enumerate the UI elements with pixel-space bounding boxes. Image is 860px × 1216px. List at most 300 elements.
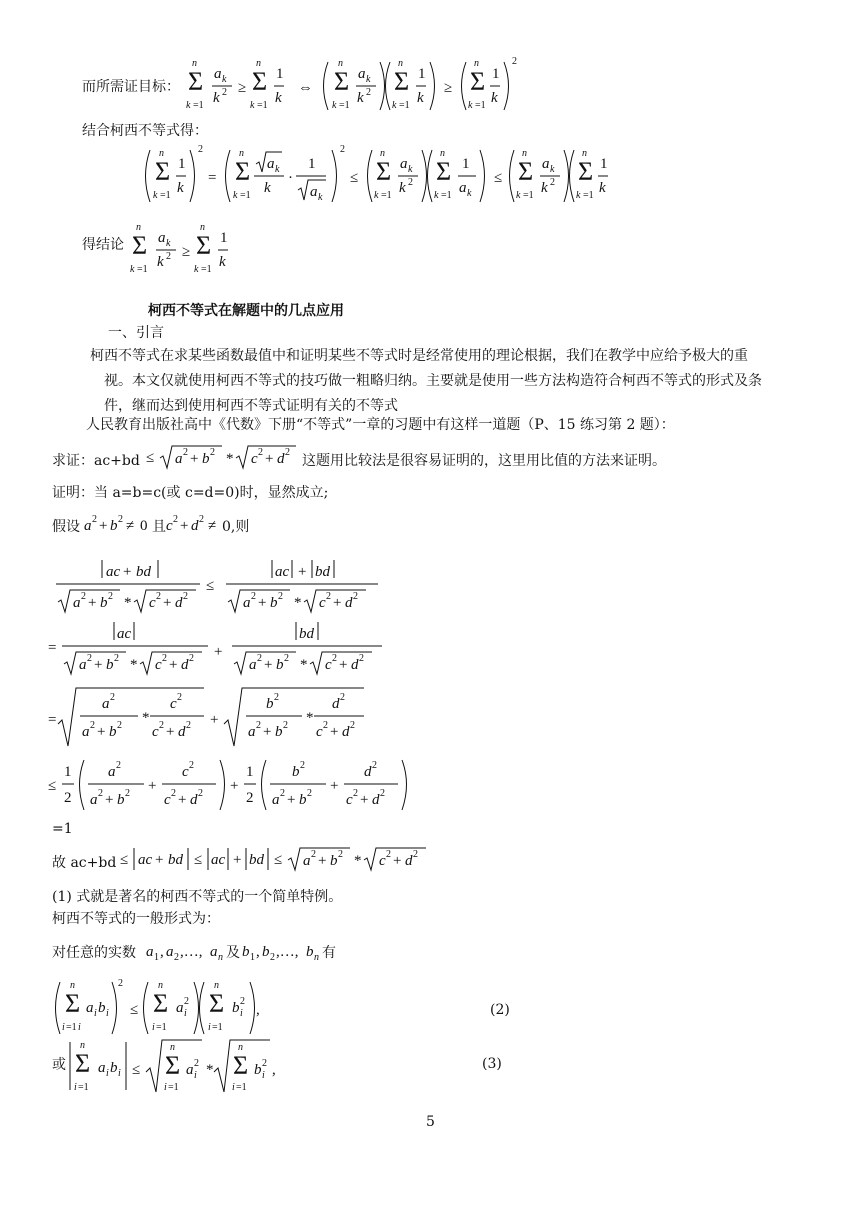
svg-text:+: + <box>339 657 348 673</box>
section-title: 柯西不等式在解题中的几点应用 <box>148 303 344 319</box>
svg-text:1: 1 <box>418 66 426 82</box>
svg-text:+: + <box>265 451 274 467</box>
assume-mid: 且 <box>152 519 166 535</box>
equation-2-label: (2) <box>490 1002 510 1018</box>
svg-text:n: n <box>70 980 75 991</box>
svg-text:k: k <box>550 164 555 175</box>
svg-text:b: b <box>275 724 283 740</box>
svg-text:≤: ≤ <box>120 852 129 868</box>
svg-text:b: b <box>262 944 270 960</box>
svg-text:=1: =1 <box>441 190 452 201</box>
svg-text:d: d <box>181 657 189 673</box>
claim-formula <box>146 442 306 476</box>
svg-text:1: 1 <box>178 156 186 172</box>
svg-text:2: 2 <box>353 591 358 602</box>
svg-text:2: 2 <box>184 996 189 1007</box>
svg-text:b: b <box>117 792 125 808</box>
svg-text:=1: =1 <box>339 100 350 111</box>
svg-text:2: 2 <box>307 788 312 799</box>
svg-text:2: 2 <box>251 591 256 602</box>
svg-text:k: k <box>399 180 406 196</box>
svg-text:2: 2 <box>108 591 113 602</box>
svg-text:a: a <box>267 156 275 172</box>
svg-text:a: a <box>542 156 550 172</box>
svg-text:2: 2 <box>258 447 263 458</box>
svg-text:2: 2 <box>118 978 123 989</box>
svg-text:2: 2 <box>159 720 164 731</box>
svg-text:,: , <box>272 1062 276 1078</box>
svg-text:2: 2 <box>270 952 275 963</box>
svg-text:a: a <box>84 518 92 534</box>
svg-text:2: 2 <box>246 790 254 806</box>
goal-label: 而所需证目标： <box>82 79 180 95</box>
svg-text:k: k <box>468 100 473 111</box>
svg-text:k: k <box>157 254 164 270</box>
svg-text:c: c <box>149 595 156 611</box>
intro-line-1: 柯西不等式在求某些函数最值中和证明某些不等式时是经常使用的理论根据，我们在教学中应给予极大的重 <box>90 348 748 364</box>
svg-text:+: + <box>166 724 175 740</box>
svg-text:d: d <box>190 792 198 808</box>
svg-text:i: i <box>78 1022 81 1033</box>
svg-text:a: a <box>146 944 154 960</box>
svg-text:2: 2 <box>117 720 122 731</box>
svg-text:b: b <box>110 1060 118 1076</box>
svg-text:c: c <box>251 451 258 467</box>
svg-text:≤: ≤ <box>206 578 215 594</box>
svg-text:n: n <box>314 952 319 963</box>
svg-text:2: 2 <box>338 849 343 860</box>
svg-text:1: 1 <box>492 66 500 82</box>
svg-text:=1: =1 <box>399 100 410 111</box>
svg-text:≠: ≠ <box>126 518 135 534</box>
svg-text:1: 1 <box>462 156 470 172</box>
conclusion-label: 得结论 <box>82 237 124 253</box>
svg-text:k: k <box>491 90 498 106</box>
svg-text:2: 2 <box>274 692 279 703</box>
svg-text:i: i <box>232 1082 235 1093</box>
svg-text:2: 2 <box>372 760 377 771</box>
svg-text:2: 2 <box>110 692 115 703</box>
svg-text:=1: =1 <box>156 1022 167 1033</box>
svg-text:0: 0 <box>140 518 148 534</box>
svg-text:Σ: Σ <box>578 157 594 186</box>
svg-text:+: + <box>169 657 178 673</box>
svg-text:2: 2 <box>285 447 290 458</box>
general-form-line: 柯西不等式的一般形式为： <box>52 911 220 927</box>
any-real-mid: 及 <box>226 945 240 961</box>
svg-text:k: k <box>153 190 158 201</box>
svg-text:+: + <box>94 657 103 673</box>
svg-text:k: k <box>576 190 581 201</box>
svg-text:+: + <box>393 853 402 869</box>
svg-text:2: 2 <box>512 56 517 67</box>
svg-text:=1: =1 <box>475 100 486 111</box>
svg-text:·: · <box>288 170 293 186</box>
svg-text:n: n <box>200 222 205 233</box>
svg-text:bd: bd <box>299 626 314 642</box>
svg-text:b: b <box>110 518 118 534</box>
equation-3-label: (3) <box>482 1056 502 1072</box>
svg-text:k: k <box>467 188 472 199</box>
svg-text:n: n <box>80 1040 85 1051</box>
svg-text:+: + <box>263 724 272 740</box>
svg-text:Σ: Σ <box>233 1051 249 1080</box>
svg-text:2: 2 <box>413 849 418 860</box>
svg-text:n: n <box>522 148 527 159</box>
svg-text:1: 1 <box>64 764 72 780</box>
svg-text:d: d <box>175 595 183 611</box>
svg-text:c: c <box>379 853 386 869</box>
svg-text:i: i <box>152 1022 155 1033</box>
svg-text:=1: =1 <box>66 1022 77 1033</box>
svg-text:*: * <box>130 657 138 673</box>
svg-text:a: a <box>90 792 98 808</box>
svg-text:+: + <box>233 852 242 868</box>
svg-text:2: 2 <box>171 788 176 799</box>
svg-text:≥: ≥ <box>238 80 247 96</box>
svg-text:c: c <box>170 696 177 712</box>
svg-text:+: + <box>97 724 106 740</box>
svg-text:+: + <box>123 564 132 580</box>
svg-text:i: i <box>74 1082 77 1093</box>
svg-text:⇔: ⇔ <box>298 80 313 96</box>
svg-text:=1: =1 <box>212 1022 223 1033</box>
svg-text:2: 2 <box>280 788 285 799</box>
svg-text:+: + <box>360 792 369 808</box>
svg-text:Σ: Σ <box>334 67 350 96</box>
svg-text:b: b <box>98 1000 106 1016</box>
svg-text:2: 2 <box>210 447 215 458</box>
svg-text:i: i <box>184 1008 187 1019</box>
section-subtitle: 一、引言 <box>108 325 164 341</box>
assume-formula-1 <box>82 510 162 540</box>
svg-text:≤: ≤ <box>274 852 283 868</box>
svg-text:k: k <box>213 90 220 106</box>
therefore-prefix: 故 ac+bd <box>52 855 117 871</box>
svg-text:=: = <box>48 640 57 656</box>
svg-text:*: * <box>294 595 302 611</box>
goal-formula <box>186 50 516 116</box>
svg-text:2: 2 <box>359 653 364 664</box>
svg-text:2: 2 <box>156 591 161 602</box>
svg-text:2: 2 <box>174 952 179 963</box>
svg-text:d: d <box>405 853 413 869</box>
svg-text:a: a <box>186 1062 194 1078</box>
svg-text:k: k <box>417 90 424 106</box>
svg-text:i: i <box>106 1068 109 1079</box>
svg-text:2: 2 <box>92 514 97 525</box>
svg-text:b: b <box>202 451 210 467</box>
svg-text:=1: =1 <box>257 100 268 111</box>
svg-text:k: k <box>408 164 413 175</box>
svg-text:d: d <box>332 696 340 712</box>
svg-text:=1: =1 <box>137 264 148 275</box>
svg-text:ac: ac <box>117 626 132 642</box>
svg-text:n: n <box>159 148 164 159</box>
svg-text:b: b <box>100 595 108 611</box>
svg-text:2: 2 <box>350 720 355 731</box>
svg-text:2: 2 <box>311 849 316 860</box>
svg-text:a: a <box>272 792 280 808</box>
svg-text:2: 2 <box>332 653 337 664</box>
therefore-formula <box>120 844 440 878</box>
svg-text:2: 2 <box>173 514 178 525</box>
svg-text:i: i <box>94 1008 97 1019</box>
svg-text:a: a <box>108 764 116 780</box>
svg-text:a: a <box>214 66 222 82</box>
svg-text:i: i <box>240 1008 243 1019</box>
svg-text:1: 1 <box>308 156 316 172</box>
svg-text:k: k <box>366 74 371 85</box>
cauchy-chain-formula <box>142 144 608 212</box>
svg-text:Σ: Σ <box>132 231 148 260</box>
svg-text:a: a <box>303 853 311 869</box>
svg-text:c: c <box>316 724 323 740</box>
svg-text:1: 1 <box>600 156 608 172</box>
svg-text:c: c <box>346 792 353 808</box>
svg-text:1: 1 <box>276 66 284 82</box>
svg-text:≤: ≤ <box>132 1062 141 1078</box>
svg-text:+: + <box>210 712 219 728</box>
svg-text:k: k <box>166 238 171 249</box>
svg-text:2: 2 <box>353 788 358 799</box>
svg-text:ac: ac <box>138 852 153 868</box>
svg-text:2: 2 <box>386 849 391 860</box>
svg-text:i: i <box>262 1070 265 1081</box>
svg-text:2: 2 <box>300 760 305 771</box>
svg-text:n: n <box>170 1042 175 1053</box>
svg-text:Σ: Σ <box>209 989 225 1018</box>
svg-text:n: n <box>582 148 587 159</box>
svg-text:i: i <box>106 1008 109 1019</box>
svg-text:d: d <box>277 451 285 467</box>
ratio-inequality <box>52 554 392 618</box>
svg-text:1: 1 <box>250 952 255 963</box>
page-number: 5 <box>426 1114 435 1130</box>
svg-text:+: + <box>258 595 267 611</box>
svg-text:c: c <box>155 657 162 673</box>
svg-text:i: i <box>62 1022 65 1033</box>
svg-text:2: 2 <box>118 514 123 525</box>
svg-text:ac: ac <box>211 852 226 868</box>
svg-text:c: c <box>166 518 173 534</box>
split-fraction <box>48 616 388 680</box>
svg-text:c: c <box>319 595 326 611</box>
svg-text:bd: bd <box>315 564 330 580</box>
svg-text:1: 1 <box>154 952 159 963</box>
svg-text:+: + <box>264 657 273 673</box>
svg-text:ac: ac <box>275 564 290 580</box>
svg-text:Σ: Σ <box>436 157 452 186</box>
any-real-prefix: 对任意的实数 <box>52 945 136 961</box>
svg-text:2: 2 <box>177 692 182 703</box>
svg-text:b: b <box>276 657 284 673</box>
svg-text:k: k <box>357 90 364 106</box>
proof-line: 证明：当 a=b=c(或 c=d=0)时，显然成立; <box>52 485 329 501</box>
svg-text:,…,: ,…, <box>276 944 299 960</box>
svg-text:*: * <box>142 710 150 726</box>
svg-text:k: k <box>250 100 255 111</box>
svg-text:2: 2 <box>183 447 188 458</box>
svg-text:2: 2 <box>162 653 167 664</box>
svg-text:≤: ≤ <box>350 170 359 186</box>
svg-text:2: 2 <box>116 760 121 771</box>
svg-text:≤: ≤ <box>494 170 503 186</box>
svg-text:*: * <box>226 451 234 467</box>
svg-text:+: + <box>230 778 239 794</box>
svg-text:=1: =1 <box>193 100 204 111</box>
svg-text:a: a <box>176 1000 184 1016</box>
svg-text:2: 2 <box>550 177 555 188</box>
svg-text:b: b <box>254 1062 262 1078</box>
svg-text:bd: bd <box>168 852 183 868</box>
svg-text:n: n <box>380 148 385 159</box>
sqrt-product-line <box>48 684 378 754</box>
svg-text:n: n <box>256 58 261 69</box>
svg-text:+: + <box>155 852 164 868</box>
svg-text:2: 2 <box>183 591 188 602</box>
svg-text:k: k <box>177 180 184 196</box>
svg-text:k: k <box>130 264 135 275</box>
svg-text:≥: ≥ <box>182 244 191 260</box>
svg-text:2: 2 <box>222 87 227 98</box>
svg-text:d: d <box>342 724 350 740</box>
svg-text:k: k <box>318 192 323 203</box>
intro-line-3: 件，继而达到使用柯西不等式证明有关的不等式 <box>104 398 398 414</box>
svg-text:k: k <box>275 164 280 175</box>
svg-text:n: n <box>238 1042 243 1053</box>
svg-text:2: 2 <box>186 720 191 731</box>
svg-text:+: + <box>330 724 339 740</box>
svg-text:Σ: Σ <box>235 157 251 186</box>
svg-text:+: + <box>333 595 342 611</box>
svg-text:a: a <box>243 595 251 611</box>
intro-paragraph <box>90 344 830 419</box>
svg-text:k: k <box>332 100 337 111</box>
svg-text:a: a <box>98 1060 106 1076</box>
svg-text:2: 2 <box>284 653 289 664</box>
svg-text:2: 2 <box>340 692 345 703</box>
svg-text:2: 2 <box>114 653 119 664</box>
svg-text:=: = <box>208 170 217 186</box>
svg-text:a: a <box>210 944 218 960</box>
svg-text:1: 1 <box>246 764 254 780</box>
svg-text:*: * <box>306 710 314 726</box>
svg-text:k: k <box>434 190 439 201</box>
svg-text:b: b <box>330 853 338 869</box>
textbook-line: 人民教育出版社高中《代数》下册“不等式”一章的习题中有这样一道题（P、15 练习第 2 题）： <box>86 417 675 433</box>
svg-text:2: 2 <box>240 996 245 1007</box>
svg-text:a: a <box>73 595 81 611</box>
svg-text:a: a <box>310 184 318 200</box>
assume-suffix: 0,则 <box>222 519 250 535</box>
svg-text:Σ: Σ <box>165 1051 181 1080</box>
svg-text:+: + <box>318 853 327 869</box>
svg-text:n: n <box>192 58 197 69</box>
svg-text:k: k <box>599 180 606 196</box>
svg-text:*: * <box>300 657 308 673</box>
intro-line-2: 视。本文仅就使用柯西不等式的技巧做一粗略归纳。主要就是使用一些方法构造符合柯西不等式的形式及条 <box>104 373 762 389</box>
svg-text:2: 2 <box>87 653 92 664</box>
svg-text:d: d <box>345 595 353 611</box>
svg-text:k: k <box>264 180 271 196</box>
svg-text:≤: ≤ <box>130 1002 139 1018</box>
svg-text:=1: =1 <box>168 1082 179 1093</box>
remark-line: (1) 式就是著名的柯西不等式的一个简单特例。 <box>52 889 343 905</box>
svg-text:≥: ≥ <box>444 80 453 96</box>
or-label: 或 <box>52 1057 66 1073</box>
svg-text:=1: =1 <box>583 190 594 201</box>
svg-text:n: n <box>218 952 223 963</box>
svg-text:+: + <box>105 792 114 808</box>
svg-text:2: 2 <box>198 144 203 155</box>
svg-text:b: b <box>292 764 300 780</box>
svg-text:Σ: Σ <box>155 157 171 186</box>
svg-text:+: + <box>148 778 157 794</box>
svg-text:Σ: Σ <box>518 157 534 186</box>
svg-text:i: i <box>208 1022 211 1033</box>
conclusion-formula <box>130 214 240 280</box>
svg-text:c: c <box>182 764 189 780</box>
svg-text:2: 2 <box>326 591 331 602</box>
svg-text:2: 2 <box>408 177 413 188</box>
svg-text:a: a <box>82 724 90 740</box>
svg-text:b: b <box>242 944 250 960</box>
svg-text:≠: ≠ <box>208 518 217 534</box>
svg-text:d: d <box>372 792 380 808</box>
svg-text:*: * <box>124 595 132 611</box>
svg-text:d: d <box>364 764 372 780</box>
svg-text:k: k <box>222 74 227 85</box>
svg-text:2: 2 <box>256 720 261 731</box>
svg-text:Σ: Σ <box>65 989 81 1018</box>
svg-text:2: 2 <box>189 653 194 664</box>
svg-text:+: + <box>330 778 339 794</box>
svg-text:2: 2 <box>323 720 328 731</box>
svg-text:=1: =1 <box>240 190 251 201</box>
svg-text:=1: =1 <box>523 190 534 201</box>
svg-text:bd: bd <box>136 564 151 580</box>
svg-text:k: k <box>194 264 199 275</box>
svg-text:k: k <box>275 90 282 106</box>
svg-text:Σ: Σ <box>153 989 169 1018</box>
svg-text:+: + <box>178 792 187 808</box>
svg-text:2: 2 <box>283 720 288 731</box>
svg-text:2: 2 <box>198 788 203 799</box>
svg-text:Σ: Σ <box>394 67 410 96</box>
svg-text:,: , <box>256 1002 260 1018</box>
svg-text:2: 2 <box>125 788 130 799</box>
cauchy-general-formula <box>52 978 282 1042</box>
svg-text:n: n <box>214 980 219 991</box>
svg-text:n: n <box>440 148 445 159</box>
svg-text:=1: =1 <box>236 1082 247 1093</box>
svg-text:*: * <box>354 853 362 869</box>
svg-text:=1: =1 <box>381 190 392 201</box>
svg-text:+: + <box>180 518 189 534</box>
svg-text:+: + <box>190 451 199 467</box>
svg-text:Σ: Σ <box>470 67 486 96</box>
svg-text:≤: ≤ <box>48 778 57 794</box>
svg-text:+: + <box>287 792 296 808</box>
svg-text:a: a <box>166 944 174 960</box>
svg-text:a: a <box>249 657 257 673</box>
svg-text:=1: =1 <box>78 1082 89 1093</box>
svg-text:a: a <box>358 66 366 82</box>
svg-text:d: d <box>191 518 199 534</box>
svg-text:2: 2 <box>199 514 204 525</box>
svg-text:a: a <box>459 180 467 196</box>
